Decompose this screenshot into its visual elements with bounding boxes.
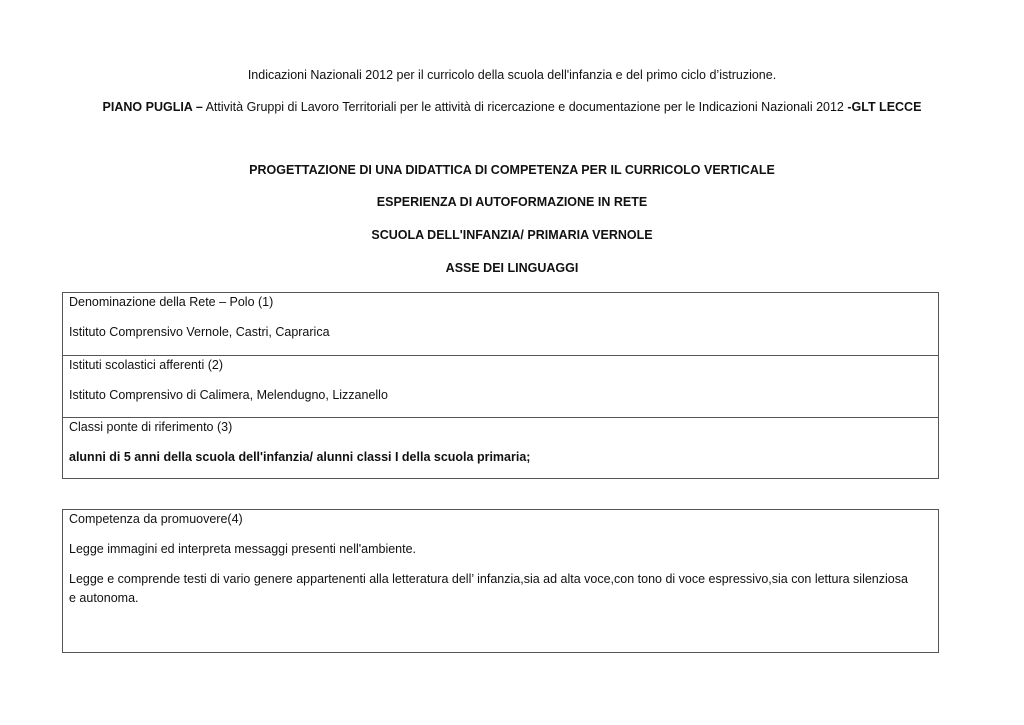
info-table [62, 292, 939, 479]
title-scuola: SCUOLA DELL'INFANZIA/ PRIMARIA VERNOLE [371, 228, 653, 242]
title-progettazione: PROGETTAZIONE DI UNA DIDATTICA DI COMPETENZA PER IL CURRICOLO VERTICALE [249, 163, 775, 177]
header-line-2 [0, 100, 1024, 114]
header-attivita-text: Attività Gruppi di Lavoro Territoriali per le attività di ricercazione e documentazione per le Indicazioni Nazionali 2012 [202, 100, 848, 114]
competenza-line-2: Legge e comprende testi di vario genere appartenenti alla letteratura dell’ infanzia,sia ad alta voce,con tono di voce espressivo,sia con lettura silenziosa e autonoma. [69, 572, 908, 605]
classi-label: Classi ponte di riferimento (3) [69, 420, 233, 434]
cell-istituti [63, 356, 938, 418]
cell-competenza [63, 510, 938, 652]
competenza-label: Competenza da promuovere(4) [69, 512, 243, 526]
cell-rete [63, 293, 938, 356]
rete-label: Denominazione della Rete – Polo (1) [69, 295, 274, 309]
istituti-label: Istituti scolastici afferenti (2) [69, 358, 223, 372]
title-esperienza: ESPERIENZA DI AUTOFORMAZIONE IN RETE [376, 195, 648, 209]
competenza-line-1: Legge immagini ed interpreta messaggi presenti nell'ambiente. [69, 542, 417, 556]
rete-value: Istituto Comprensivo Vernole, Castri, Caprarica [69, 325, 330, 339]
header-line-1 [0, 68, 1024, 82]
header-piano-puglia: PIANO PUGLIA – [102, 100, 203, 114]
header-indicazioni-text: Indicazioni Nazionali 2012 per il curricolo della scuola dell'infanzia e del primo ciclo d’istruzione. [247, 68, 777, 82]
istituti-value: Istituto Comprensivo di Calimera, Melendugno, Lizzanello [69, 388, 388, 402]
title-asse-linguaggi: ASSE DEI LINGUAGGI [445, 261, 579, 275]
cell-classi [63, 418, 938, 478]
competenza-table [62, 509, 939, 653]
header-glt-lecce: -GLT LECCE [847, 100, 922, 114]
classi-value: alunni di 5 anni della scuola dell'infanzia/ alunni classi I della scuola primaria; [69, 450, 531, 464]
